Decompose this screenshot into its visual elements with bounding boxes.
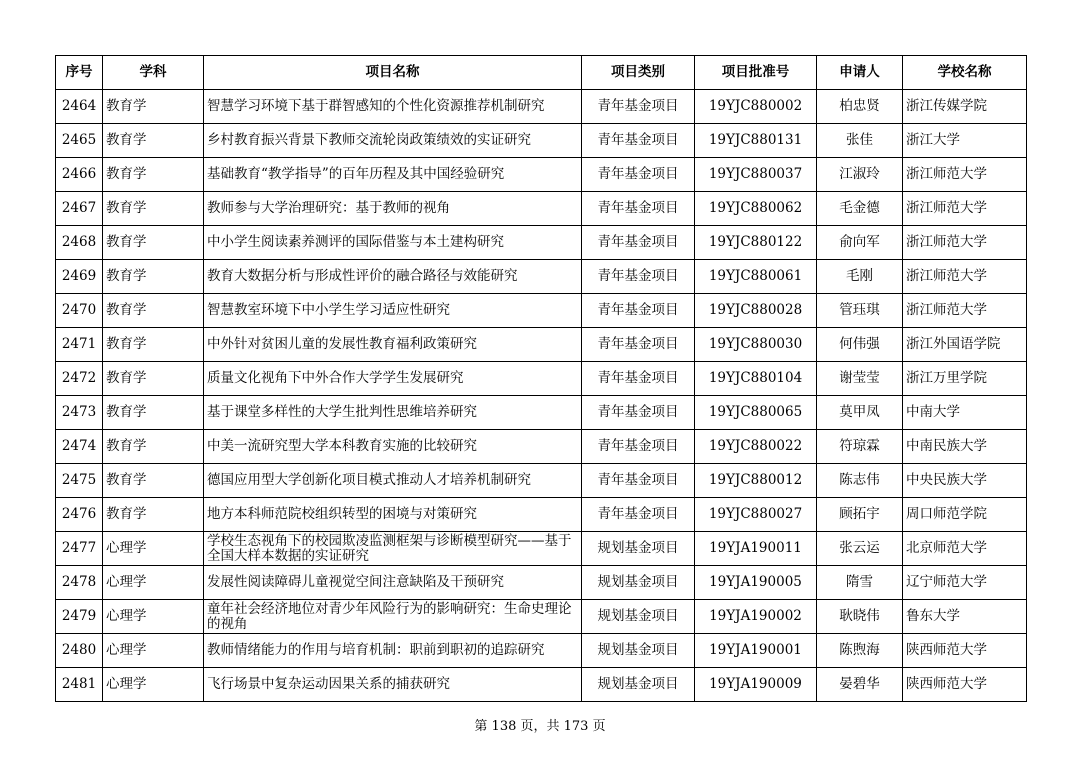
cell-applicant: 谢莹莹: [817, 362, 903, 396]
cell-discipline: 教育学: [103, 158, 204, 192]
cell-discipline: 心理学: [103, 634, 204, 668]
cell-applicant: 莫甲凤: [817, 396, 903, 430]
cell-applicant: 顾拓宇: [817, 498, 903, 532]
cell-applicant: 何伟强: [817, 328, 903, 362]
cell-index: 2473: [56, 396, 103, 430]
cell-index: 2471: [56, 328, 103, 362]
cell-project-name: 中外针对贫困儿童的发展性教育福利政策研究: [204, 328, 582, 362]
cell-index: 2467: [56, 192, 103, 226]
cell-applicant: 毛金德: [817, 192, 903, 226]
cell-approval-number: 19YJC880061: [695, 260, 817, 294]
cell-applicant: 张佳: [817, 124, 903, 158]
cell-project-name: 教育大数据分析与形成性评价的融合路径与效能研究: [204, 260, 582, 294]
cell-school-name: 中南大学: [903, 396, 1027, 430]
header-school-name: 学校名称: [903, 56, 1027, 90]
table-row: [56, 600, 1027, 634]
cell-applicant: 陈志伟: [817, 464, 903, 498]
cell-discipline: 教育学: [103, 294, 204, 328]
table-row: [56, 566, 1027, 600]
cell-index: 2481: [56, 668, 103, 702]
cell-project-category: 青年基金项目: [582, 430, 695, 464]
cell-discipline: 教育学: [103, 124, 204, 158]
cell-school-name: 陕西师范大学: [903, 634, 1027, 668]
cell-approval-number: 19YJC880131: [695, 124, 817, 158]
cell-project-name: 教师参与大学治理研究：基于教师的视角: [204, 192, 582, 226]
table-row: [56, 124, 1027, 158]
cell-project-category: 青年基金项目: [582, 158, 695, 192]
cell-school-name: 中央民族大学: [903, 464, 1027, 498]
cell-school-name: 浙江传媒学院: [903, 90, 1027, 124]
cell-discipline: 教育学: [103, 192, 204, 226]
cell-discipline: 心理学: [103, 600, 204, 634]
cell-approval-number: 19YJC880037: [695, 158, 817, 192]
cell-school-name: 周口师范学院: [903, 498, 1027, 532]
header-project-category: 项目类别: [582, 56, 695, 90]
cell-approval-number: 19YJC880022: [695, 430, 817, 464]
cell-index: 2478: [56, 566, 103, 600]
cell-discipline: 心理学: [103, 532, 204, 566]
cell-index: 2480: [56, 634, 103, 668]
cell-approval-number: 19YJA190002: [695, 600, 817, 634]
cell-project-name: 地方本科师范院校组织转型的困境与对策研究: [204, 498, 582, 532]
cell-school-name: 中南民族大学: [903, 430, 1027, 464]
cell-index: 2464: [56, 90, 103, 124]
cell-school-name: 浙江师范大学: [903, 294, 1027, 328]
cell-discipline: 教育学: [103, 362, 204, 396]
cell-approval-number: 19YJC880030: [695, 328, 817, 362]
header-approval-number: 项目批准号: [695, 56, 817, 90]
cell-applicant: 俞向军: [817, 226, 903, 260]
cell-approval-number: 19YJA190005: [695, 566, 817, 600]
cell-applicant: 江淑玲: [817, 158, 903, 192]
cell-school-name: 浙江外国语学院: [903, 328, 1027, 362]
cell-index: 2474: [56, 430, 103, 464]
cell-project-category: 规划基金项目: [582, 532, 695, 566]
cell-project-category: 青年基金项目: [582, 498, 695, 532]
cell-school-name: 陕西师范大学: [903, 668, 1027, 702]
table-row: [56, 634, 1027, 668]
cell-approval-number: 19YJC880122: [695, 226, 817, 260]
header-discipline: 学科: [103, 56, 204, 90]
cell-index: 2469: [56, 260, 103, 294]
cell-project-name: 飞行场景中复杂运动因果关系的捕获研究: [204, 668, 582, 702]
cell-project-category: 青年基金项目: [582, 90, 695, 124]
cell-project-name: 教师情绪能力的作用与培育机制：职前到职初的追踪研究: [204, 634, 582, 668]
cell-index: 2477: [56, 532, 103, 566]
cell-school-name: 浙江师范大学: [903, 226, 1027, 260]
table-row: [56, 396, 1027, 430]
cell-project-name: 乡村教育振兴背景下教师交流轮岗政策绩效的实证研究: [204, 124, 582, 158]
table-row: [56, 158, 1027, 192]
cell-project-category: 青年基金项目: [582, 464, 695, 498]
cell-project-name: 基于课堂多样性的大学生批判性思维培养研究: [204, 396, 582, 430]
cell-school-name: 浙江师范大学: [903, 158, 1027, 192]
cell-applicant: 毛刚: [817, 260, 903, 294]
cell-approval-number: 19YJC880104: [695, 362, 817, 396]
project-table: [55, 55, 1027, 702]
cell-school-name: 北京师范大学: [903, 532, 1027, 566]
cell-project-name: 发展性阅读障碍儿童视觉空间注意缺陷及干预研究: [204, 566, 582, 600]
cell-project-category: 青年基金项目: [582, 192, 695, 226]
cell-approval-number: 19YJA190001: [695, 634, 817, 668]
cell-discipline: 心理学: [103, 566, 204, 600]
cell-project-name: 智慧教室环境下中小学生学习适应性研究: [204, 294, 582, 328]
cell-project-category: 规划基金项目: [582, 668, 695, 702]
cell-applicant: 陈煦海: [817, 634, 903, 668]
cell-index: 2465: [56, 124, 103, 158]
cell-applicant: 符琼霖: [817, 430, 903, 464]
table-body: [56, 90, 1027, 702]
cell-project-category: 青年基金项目: [582, 124, 695, 158]
cell-project-category: 青年基金项目: [582, 226, 695, 260]
header-project-name: 项目名称: [204, 56, 582, 90]
table-row: [56, 260, 1027, 294]
table-row: [56, 362, 1027, 396]
cell-approval-number: 19YJC880012: [695, 464, 817, 498]
table-row: [56, 192, 1027, 226]
table-row: [56, 328, 1027, 362]
cell-index: 2472: [56, 362, 103, 396]
cell-approval-number: 19YJA190009: [695, 668, 817, 702]
cell-project-name: 基础教育“教学指导”的百年历程及其中国经验研究: [204, 158, 582, 192]
cell-approval-number: 19YJC880065: [695, 396, 817, 430]
cell-discipline: 教育学: [103, 260, 204, 294]
cell-project-name: 童年社会经济地位对青少年风险行为的影响研究：生命史理论的视角: [204, 600, 582, 634]
cell-discipline: 教育学: [103, 396, 204, 430]
table-row: [56, 498, 1027, 532]
cell-index: 2476: [56, 498, 103, 532]
table-row: [56, 430, 1027, 464]
cell-project-category: 青年基金项目: [582, 260, 695, 294]
table-row: [56, 294, 1027, 328]
cell-school-name: 浙江师范大学: [903, 192, 1027, 226]
cell-approval-number: 19YJC880062: [695, 192, 817, 226]
cell-project-name: 质量文化视角下中外合作大学学生发展研究: [204, 362, 582, 396]
table-row: [56, 226, 1027, 260]
table-row: [56, 464, 1027, 498]
cell-discipline: 教育学: [103, 226, 204, 260]
table-row: [56, 668, 1027, 702]
cell-project-category: 青年基金项目: [582, 328, 695, 362]
cell-school-name: 浙江师范大学: [903, 260, 1027, 294]
cell-index: 2479: [56, 600, 103, 634]
cell-index: 2468: [56, 226, 103, 260]
cell-project-name: 中美一流研究型大学本科教育实施的比较研究: [204, 430, 582, 464]
cell-school-name: 浙江大学: [903, 124, 1027, 158]
table-row: [56, 532, 1027, 566]
cell-school-name: 辽宁师范大学: [903, 566, 1027, 600]
cell-project-name: 智慧学习环境下基于群智感知的个性化资源推荐机制研究: [204, 90, 582, 124]
cell-applicant: 柏忠贤: [817, 90, 903, 124]
cell-discipline: 教育学: [103, 90, 204, 124]
cell-index: 2470: [56, 294, 103, 328]
cell-approval-number: 19YJA190011: [695, 532, 817, 566]
cell-project-category: 规划基金项目: [582, 634, 695, 668]
cell-discipline: 教育学: [103, 498, 204, 532]
cell-project-category: 规划基金项目: [582, 600, 695, 634]
cell-project-category: 青年基金项目: [582, 294, 695, 328]
cell-applicant: 管珏琪: [817, 294, 903, 328]
cell-project-category: 青年基金项目: [582, 362, 695, 396]
page-footer: 第 138 页，共 173 页: [474, 719, 606, 734]
cell-index: 2466: [56, 158, 103, 192]
cell-applicant: 耿晓伟: [817, 600, 903, 634]
cell-project-category: 规划基金项目: [582, 566, 695, 600]
cell-approval-number: 19YJC880027: [695, 498, 817, 532]
cell-project-name: 学校生态视角下的校园欺凌监测框架与诊断模型研究——基于全国大样本数据的实证研究: [204, 532, 582, 566]
cell-discipline: 教育学: [103, 328, 204, 362]
table-row: [56, 90, 1027, 124]
cell-approval-number: 19YJC880002: [695, 90, 817, 124]
cell-project-name: 德国应用型大学创新化项目模式推动人才培养机制研究: [204, 464, 582, 498]
cell-project-name: 中小学生阅读素养测评的国际借鉴与本土建构研究: [204, 226, 582, 260]
cell-discipline: 教育学: [103, 464, 204, 498]
header-index: 序号: [56, 56, 103, 90]
cell-discipline: 教育学: [103, 430, 204, 464]
cell-applicant: 张云运: [817, 532, 903, 566]
cell-approval-number: 19YJC880028: [695, 294, 817, 328]
table-header-row: [56, 56, 1027, 90]
cell-school-name: 鲁东大学: [903, 600, 1027, 634]
cell-school-name: 浙江万里学院: [903, 362, 1027, 396]
header-applicant: 申请人: [817, 56, 903, 90]
cell-applicant: 隋雪: [817, 566, 903, 600]
cell-applicant: 晏碧华: [817, 668, 903, 702]
cell-discipline: 心理学: [103, 668, 204, 702]
cell-project-category: 青年基金项目: [582, 396, 695, 430]
cell-index: 2475: [56, 464, 103, 498]
